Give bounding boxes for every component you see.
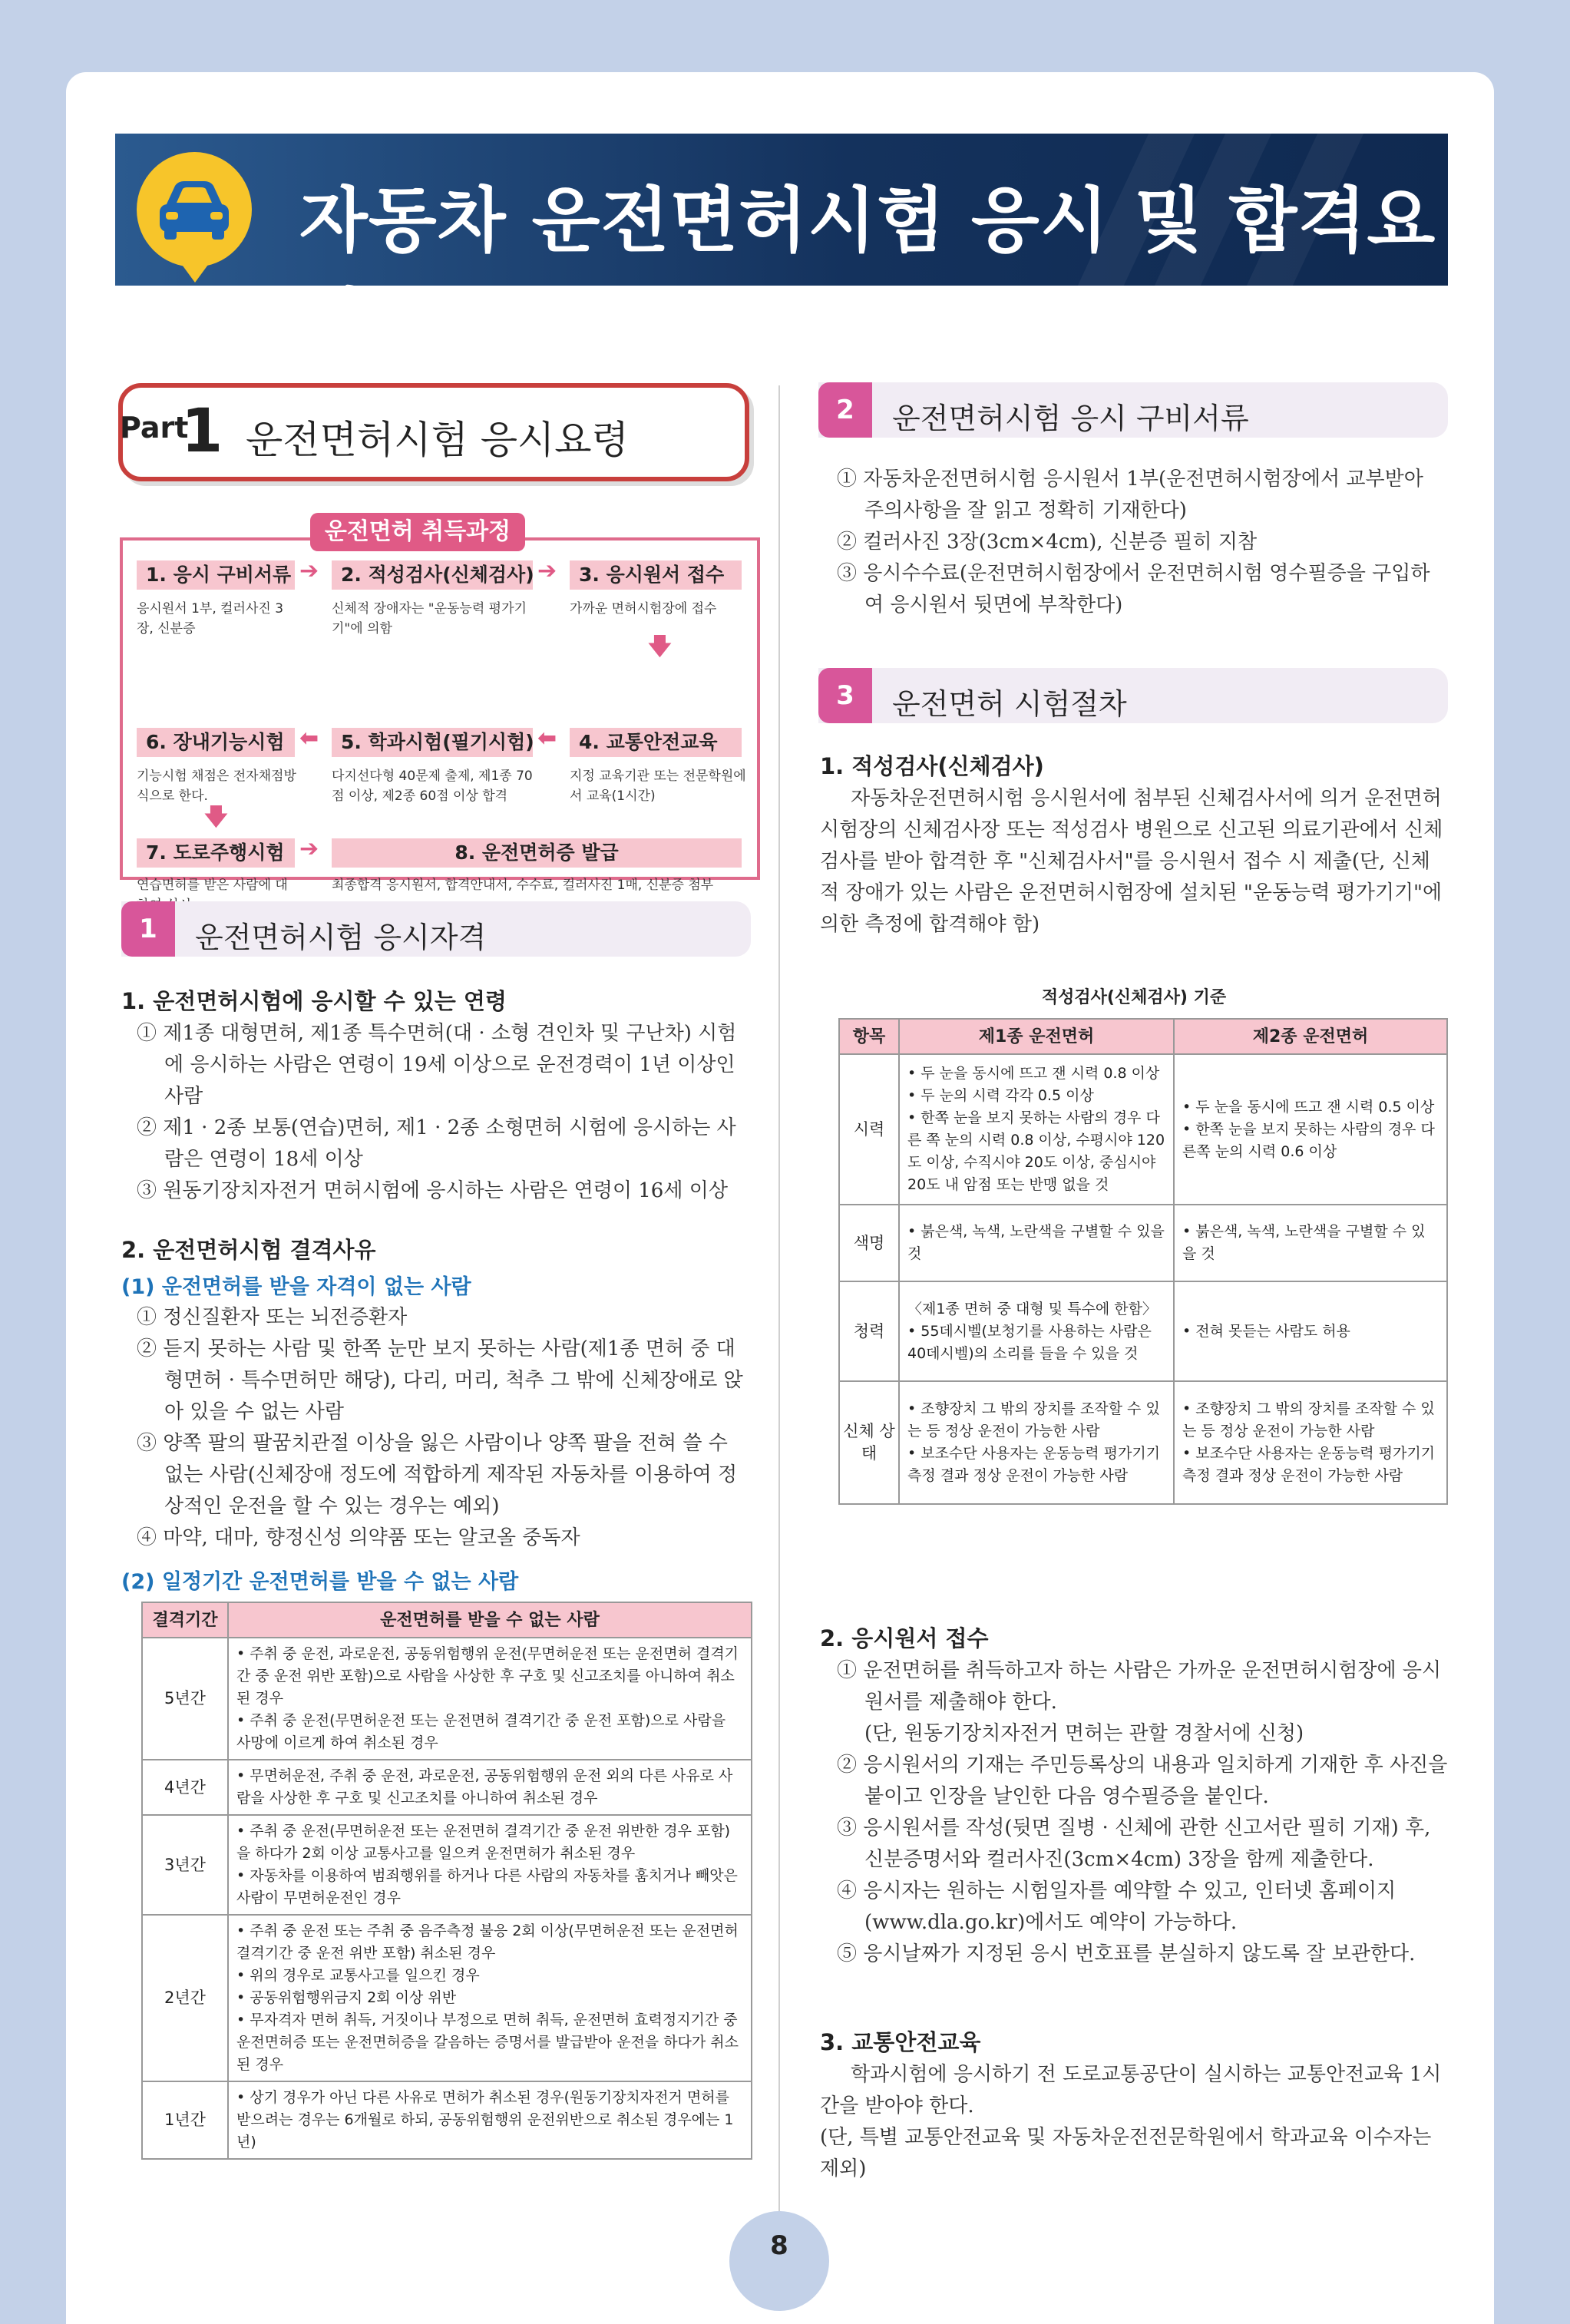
page-number: 8 (729, 2211, 829, 2311)
subheading-blue: (1) 운전면허를 받을 자격이 없는 사람 (121, 1275, 471, 1299)
flow-step-desc: 연습면허를 받은 사람에 대 (137, 878, 288, 893)
subheading: 2. 응시원서 접수 (820, 1625, 989, 1651)
list-item: ② 컬러사진 3장(3cm×4cm), 신분증 필히 지참 (837, 531, 1258, 554)
list-item: ③ 양쪽 팔의 팔꿈치관절 이상을 잃은 사람이나 양쪽 팔을 전혀 쓸 수 없는 사람(신체장애 정도에 적합하게 제작된 자동차를 이용하여 정상적인 운전을 할 수 있는 경우는 예외) (137, 1432, 738, 1518)
table-header: 항목 (839, 1019, 899, 1054)
arrow-down-icon: 🡇 (648, 633, 672, 660)
part-title: 운전면허시험 응시요령 (246, 418, 629, 462)
flow-step: 3. 응시원서 접수 (570, 560, 742, 590)
bullet: • 무자격자 면허 취득, 거짓이나 부정으로 면허 취득, 운전면허 효력정지기간 중 운전면허증 또는 운전면허증을 갈음하는 증명서를 발급받아 운전을 하다가 취소된 경우 (236, 2012, 739, 2073)
period-cell: 4년간 (142, 1760, 228, 1815)
list-item: ⑤ 응시날짜가 지정된 응시 번호표를 분실하지 않도록 잘 보관한다. (837, 1942, 1416, 1965)
period-cell: 1년간 (142, 2081, 228, 2159)
list-item: ③ 응시원서를 작성(뒷면 질병 · 신체에 관한 신고서란 필히 기재) 후, 신분증명서와 컬러사진(3cm×4cm) 3장을 함께 제출한다. (837, 1817, 1431, 1871)
section-number: 2 (818, 382, 872, 438)
item-cell: 시력 (839, 1054, 899, 1205)
subheading-blue: (2) 일정기간 운전면허를 받을 수 없는 사람 (121, 1570, 519, 1594)
arrow-right-icon: ➔ (537, 557, 557, 584)
aptitude-table (838, 1018, 1448, 1505)
part-number: 1 (181, 397, 223, 466)
arrow-left-icon: ⬅ (537, 725, 557, 752)
flow-step-desc: 응시원서 1부, 컬러사진 3장, 신분증 (137, 601, 284, 636)
flow-step-desc: 신체적 장애자는 "운동능력 평가기기"에 의함 (332, 601, 527, 636)
title-banner (115, 134, 1448, 363)
aptitude-paragraph: 자동차운전면허시험 응시원서에 첨부된 신체검사서에 의거 운전면허시험장의 신체검사장 또는 적성검사 병원으로 신고된 의료기관에서 신체검사를 받아 합격한 후 "신체검사서"를 응시원서 접수 시 제출(단, 신체적 장애가 있는 사람은 운전면허시험장에 설치된 "운동능력 평가기기"에 의한 측정에 합격해야 함) (820, 787, 1443, 936)
arrow-right-icon: ➔ (299, 835, 319, 862)
table-row (142, 1760, 752, 1815)
part-label: Part (120, 411, 189, 445)
list-item: ③ 원동기장치자전거 면허시험에 응시하는 사람은 연령이 16세 이상 (137, 1179, 728, 1202)
item-cell: 청력 (839, 1281, 899, 1381)
section-title: 운전면허시험 응시 구비서류 (892, 402, 1249, 435)
section-title: 운전면허시험 응시자격 (195, 921, 487, 954)
edu-paragraph: 학과시험에 응시하기 전 도로교통공단이 실시하는 교통안전교육 1시간을 받아야 한다. (단, 특별 교통안전교육 및 자동차운전전문학원에서 학과교육 이수자는 제외) (820, 2063, 1442, 2180)
table-row: 청력 〈제1종 면허 중 대형 및 특수에 한함〉 • 55데시벨(보청기를 사용하는 사람은 40데시벨)의 소리를 들을 수 있을 것 • 전혀 못듣는 사람도 허용 (839, 1281, 1447, 1381)
list-item: ④ 마약, 대마, 향정신성 의약품 또는 알코올 중독자 (137, 1526, 580, 1549)
bullet: • 위의 경우로 교통사고를 일으킨 경우 (236, 1967, 480, 1984)
list-item: ① 자동차운전면허시험 응시원서 1부(운전면허시험장에서 교부받아 주의사항을 잘 읽고 정확히 기재한다) (837, 468, 1423, 522)
table-header: 제2종 운전면허 (1174, 1019, 1447, 1054)
period-cell: 5년간 (142, 1638, 228, 1760)
arrow-down-icon: 🡇 (204, 804, 228, 831)
item-cell: 색명 (839, 1205, 899, 1281)
table-row: 색명 • 붉은색, 녹색, 노란색을 구별할 수 있을 것 • 붉은색, 녹색, 노란색을 구별할 수 있을 것 (839, 1205, 1447, 1281)
bullet: • 주취 중 운전, 과로운전, 공동위험행위 운전(무면허운전 또는 운전면허 결격기간 중 운전 위반 포함)으로 사람을 사상한 후 구호 및 신고조치를 아니하여 취소된 경우 (236, 1645, 739, 1707)
table-row (142, 1815, 752, 1915)
table-caption: 적성검사(신체검사) 기준 (1041, 988, 1227, 1007)
flow-step-desc: 가까운 면허시험장에 접수 (570, 601, 717, 617)
list-item: ③ 응시수수료(운전면허시험장에서 운전면허시험 영수필증을 구입하여 응시원서 뒷면에 부착한다) (837, 562, 1430, 617)
table-row: 신체 상태 • 조향장치 그 밖의 장치를 조작할 수 있는 등 정상 운전이 가능한 사람 • 보조수단 사용자는 운동능력 평가기기 측정 결과 정상 운전이 가능한 사람 • 조향장치 그 밖의 장치를 조작할 수 있는 등 정상 운전이 가능한 사람 • 보조수단 사용자는 운동능력 평가기기 측정 결과 정상 운전이 가능한 사람 (839, 1381, 1447, 1504)
disq-list (137, 1302, 751, 1554)
part-heading (118, 383, 749, 481)
table-header: 제1종 운전면허 (899, 1019, 1174, 1054)
item-cell: 신체 상태 (839, 1381, 899, 1504)
list-item: ② 제1 · 2종 보통(연습)면허, 제1 · 2종 소형면허 시험에 응시하는 사람은 연령이 18세 이상 (137, 1116, 736, 1171)
table-row: 시력 • 두 눈을 동시에 뜨고 잰 시력 0.8 이상 • 두 눈의 시력 각각 0.5 이상 • 한쪽 눈을 보지 못하는 사람의 경우 다른 쪽 눈의 시력 0.8 이상, 수평시야 120도 이상, 수직시야 20도 이상, 중심시야 20도 내 암점 또는 반맹 없을 것 • 두 눈을 동시에 뜨고 잰 시력 0.5 이상 • 한쪽 눈을 보지 못하는 사람의 경우 다른쪽 눈의 시력 0.6 이상 (839, 1054, 1447, 1205)
list-item: ④ 응시자는 원하는 시험일자를 예약할 수 있고, 인터넷 홈페이지(www.dla.go.kr)에서도 예약이 가능하다. (837, 1879, 1396, 1934)
section-heading (818, 668, 1448, 723)
list-item: ① 정신질환자 또는 뇌전증환자 (137, 1306, 408, 1329)
bullet: • 주취 중 운전 또는 주취 중 음주측정 불응 2회 이상(무면허운전 또는 운전면허 결격기간 중 운전 위반 포함) 취소된 경우 (236, 1922, 739, 1962)
column-divider (778, 385, 780, 2282)
docs-list (837, 464, 1448, 621)
flow-step: 6. 장내기능시험 (137, 728, 295, 757)
flow-step-desc: 다지선다형 40문제 출제, 제1종 70점 이상, 제2종 60점 이상 합격 (332, 769, 533, 804)
bullet: • 자동차를 이용하여 범죄행위를 하거나 다른 사람의 자동차를 훔치거나 빼앗은 사람이 무면허운전인 경우 (236, 1867, 738, 1906)
list-item: ① 운전면허를 취득하고자 하는 사람은 가까운 운전면허시험장에 응시원서를 제출해야 한다. (837, 1659, 1442, 1714)
flow-title: 운전면허 취득과정 (310, 513, 525, 551)
period-cell: 2년간 (142, 1915, 228, 2081)
table-row (142, 1915, 752, 2081)
flow-step-desc: 최종합격 응시원서, 합격안내서, 수수료, 컬러사진 1매, 신분증 첨부 (332, 878, 714, 893)
arrow-right-icon: ➔ (299, 557, 319, 584)
flow-step: 2. 적성검사(신체검사) (332, 560, 533, 590)
flow-step-desc: 기능시험 채점은 전자채점방식으로 한다. (137, 769, 296, 804)
page-title: 자동차 운전면허시험 응시 및 합격요령 (299, 180, 1436, 363)
subheading: 2. 운전면허시험 결격사유 (121, 1237, 376, 1263)
list-item: (단, 원동기장치자전거 면허는 관할 경찰서에 신청) (864, 1722, 1304, 1745)
bullet: • 주취 중 운전(무면허운전 또는 운전면허 결격기간 중 운전 위반한 경우 포함)을 하다가 2회 이상 교통사고를 일으켜 운전면허가 취소된 경우 (236, 1823, 731, 1862)
subheading: 3. 교통안전교육 (820, 2029, 981, 2055)
arrow-left-icon: ⬅ (299, 725, 319, 752)
table-header: 결격기간 (142, 1602, 228, 1638)
bullet: • 상기 경우가 아닌 다른 사유로 면허가 취소된 경우(원동기장치자전거 면허를 받으려는 경우는 6개월로 하되, 공동위험행위 운전위반으로 취소된 경우에는 1년) (236, 2089, 734, 2150)
table-header: 운전면허를 받을 수 없는 사람 (228, 1602, 752, 1638)
section-number: 1 (121, 901, 175, 957)
age-list (137, 1018, 751, 1207)
section-heading (818, 382, 1448, 438)
list-item: ② 응시원서의 기재는 주민등록상의 내용과 일치하게 기재한 후 사진을 붙이고 인장을 날인한 다음 영수필증을 붙인다. (837, 1754, 1448, 1808)
car-icon (137, 152, 252, 267)
table-row (142, 1638, 752, 1760)
period-cell: 3년간 (142, 1815, 228, 1915)
flow-step: 4. 교통안전교육 (570, 728, 742, 757)
flow-step-desc: 지정 교육기관 또는 전문학원에서 교육(1시간) (570, 769, 746, 804)
table-row (142, 2081, 752, 2159)
flow-step: 8. 운전면허증 발급 (332, 838, 742, 868)
flow-step: 1. 응시 구비서류 (137, 560, 295, 590)
ban-period-table (141, 1602, 752, 2160)
section-number: 3 (818, 668, 872, 723)
apply-list (837, 1655, 1448, 1970)
flow-step: 7. 도로주행시험 (137, 838, 295, 868)
bullet: • 무면허운전, 주취 중 운전, 과로운전, 공동위험행위 운전 외의 다른 사유로 사람을 사상한 후 구호 및 신고조치를 아니하여 취소된 경우 (236, 1767, 733, 1807)
bullet: • 주취 중 운전(무면허운전 또는 운전면허 결격기간 중 운전 포함)으로 사람을 사망에 이르게 하여 취소된 경우 (236, 1712, 726, 1751)
flow-step: 5. 학과시험(필기시험) (332, 728, 533, 757)
section-heading (121, 901, 751, 957)
list-item: ① 제1종 대형면허, 제1종 특수면허(대 · 소형 견인차 및 구난차) 시험에 응시하는 사람은 연령이 19세 이상으로 운전경력이 1년 이상인 사람 (137, 1022, 737, 1108)
section-title: 운전면허 시험절차 (892, 687, 1127, 721)
subheading: 1. 운전면허시험에 응시할 수 있는 연령 (121, 988, 507, 1014)
bullet: • 공동위험행위금지 2회 이상 위반 (236, 1989, 457, 2006)
page (66, 72, 1494, 2324)
list-item: ② 듣지 못하는 사람 및 한쪽 눈만 보지 못하는 사람(제1종 면허 중 대형면허 · 특수면허만 해당), 다리, 머리, 척추 그 밖에 신체장애로 앉아 있을 수 없는 사람 (137, 1337, 743, 1423)
subheading: 1. 적성검사(신체검사) (820, 753, 1044, 779)
